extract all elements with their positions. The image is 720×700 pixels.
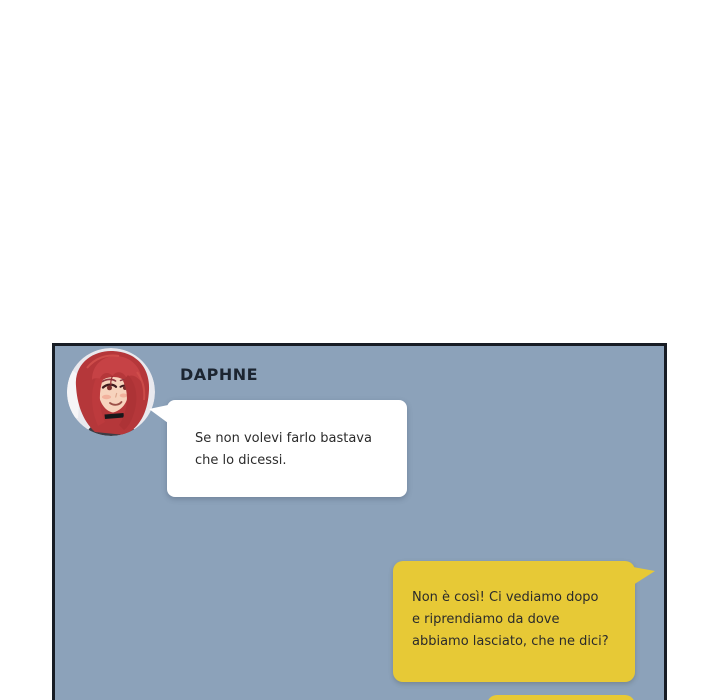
message-bubble-right xyxy=(393,561,635,682)
bubble-tail-right xyxy=(633,567,655,585)
bubble-tail-left xyxy=(149,405,168,423)
avatar xyxy=(67,348,155,436)
speaker-name: DAPHNE xyxy=(180,365,259,384)
message-line: Non è così! Ci vediamo dopo xyxy=(412,590,599,605)
message-bubble-partial xyxy=(487,695,635,700)
chat-comic-panel xyxy=(52,343,667,700)
message-bubble-left xyxy=(167,400,407,497)
message-line: e riprendiamo da dove xyxy=(412,612,560,627)
red-haired-girl-avatar-icon xyxy=(67,348,155,436)
message-line: Se non volevi farlo bastava xyxy=(195,431,372,446)
message-line: abbiamo lasciato, che ne dici? xyxy=(412,634,609,649)
message-line: che lo dicessi. xyxy=(195,453,287,468)
